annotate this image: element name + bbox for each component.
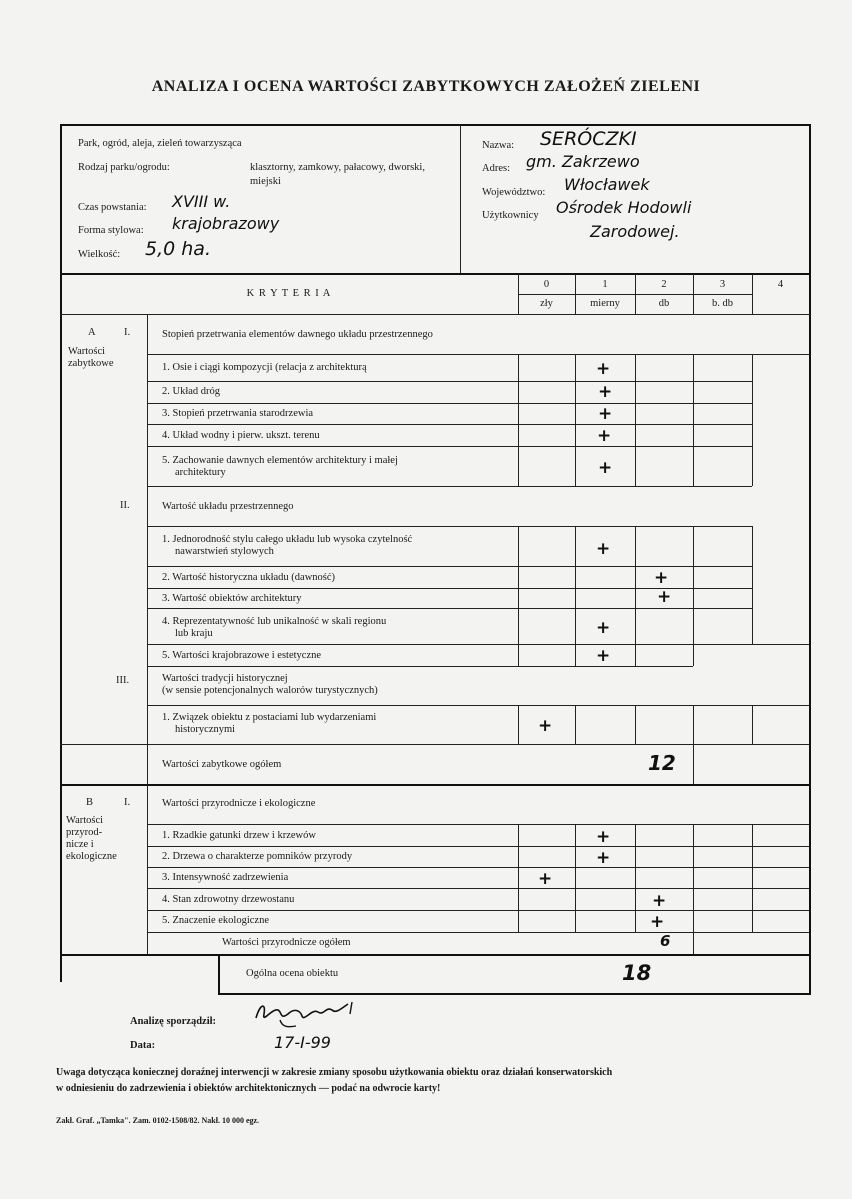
section-a-name-1: Wartości	[68, 346, 106, 357]
forma-value: krajobrazowy	[172, 214, 280, 233]
row-b5-mark: +	[650, 912, 665, 932]
czas-value: XVIII w.	[172, 192, 231, 211]
analiza-label: Analizę sporządził:	[130, 1016, 217, 1027]
grid-b-col1	[575, 824, 576, 932]
section-b-col-divider	[147, 785, 148, 955]
czas-label: Czas powstania:	[78, 202, 147, 213]
section-a-bottom	[60, 784, 811, 786]
score-2-label: db	[658, 298, 670, 309]
row-a2-4-label-2: lub kraju	[175, 628, 213, 639]
group-iii-roman: III.	[116, 675, 130, 686]
overall-value: 18	[622, 961, 652, 985]
score-0-num: 0	[543, 279, 550, 290]
adres-value: gm. Zakrzewo	[526, 152, 640, 171]
section-b-name-2: przyrod-	[66, 827, 103, 838]
group-ii-roman: II.	[120, 500, 130, 511]
grid-a2-col3	[693, 526, 694, 666]
row-a2-4-label: 4. Reprezentatywność lub unikalność w skali regionu	[162, 616, 387, 627]
note-line-1: Uwaga dotycząca koniecznej doraźnej interwencji w zakresie zmiany sposobu użytkowania obiektu oraz działań konserwatorskich	[56, 1067, 613, 1078]
section-b-bottom	[60, 954, 811, 956]
row-a1-2-label: 2. Układ dróg	[162, 386, 221, 397]
score-0-label: zły	[540, 298, 553, 309]
row-a1-3-bottom	[147, 424, 752, 425]
data-value: 17-I-99	[274, 1033, 331, 1052]
group-iii-title-2: (w sensie potencjonalnych walorów turystycznych)	[162, 685, 378, 696]
row-a1-4-bottom	[147, 446, 752, 447]
row-a1-2-bottom	[147, 403, 752, 404]
row-b2-label: 2. Drzewa o charakterze pomników przyrody	[162, 851, 353, 862]
data-label: Data:	[130, 1040, 156, 1051]
form-title: ANALIZA I OCENA WARTOŚCI ZABYTKOWYCH ZAŁOŻEŃ ZIELENI	[151, 78, 701, 95]
row-a1-5-label-2: architektury	[175, 467, 226, 478]
row-a1-5-mark: +	[598, 458, 613, 478]
row-a1-4-mark: +	[597, 426, 612, 446]
score-1-num: 1	[602, 279, 608, 290]
row-a1-1-label: 1. Osie i ciągi kompozycji (relacja z architekturą	[162, 362, 367, 373]
score-3-label: b. db	[712, 298, 733, 309]
row-b3-bottom	[147, 888, 809, 889]
group-b-title-bottom	[147, 824, 809, 825]
section-b-letter: B	[86, 797, 94, 808]
grid-a1-col3	[693, 354, 694, 486]
row-b3-label: 3. Intensywność zadrzewienia	[162, 872, 289, 883]
section-a-letter: A	[88, 327, 96, 338]
grid-b-col4	[752, 824, 753, 932]
forma-label: Forma stylowa:	[78, 225, 144, 236]
row-a3-1-bottom	[147, 744, 809, 745]
row-a2-5-mark: +	[596, 646, 611, 666]
outer-right-border	[809, 124, 811, 994]
group-ii-title-bottom	[147, 526, 752, 527]
row-a1-2-mark: +	[598, 382, 613, 402]
row-a1-4-label: 4. Układ wodny i pierw. ukszt. terenu	[162, 430, 320, 441]
grid-b-col2	[635, 824, 636, 932]
score-header-divider	[518, 294, 752, 295]
grid-a2-col0	[518, 526, 519, 666]
group-i-title-bottom	[147, 354, 809, 355]
score-2-num: 2	[661, 279, 667, 290]
nazwa-label: Nazwa:	[482, 140, 515, 151]
grid-a2-col4	[752, 526, 753, 644]
grid-a3-col4	[752, 705, 753, 745]
row-a3-1-label: 1. Związek obiektu z postaciami lub wydarzeniami	[162, 712, 377, 723]
group-i-title: Stopień przetrwania elementów dawnego układu przestrzennego	[162, 329, 433, 340]
grid-b-col0	[518, 824, 519, 932]
rodzaj-label: Rodzaj parku/ogrodu:	[78, 162, 170, 173]
row-a2-4-bottom	[147, 644, 809, 645]
woj-value: Włocławek	[564, 175, 650, 194]
header-top-border	[60, 124, 811, 126]
uzyt-label: Użytkownicy	[482, 210, 539, 221]
header-divider	[460, 125, 461, 273]
row-a1-1-bottom	[147, 381, 752, 382]
section-b-name-3: nicze i	[66, 839, 94, 850]
woj-label: Województwo:	[482, 187, 546, 198]
grid-a2-col1	[575, 526, 576, 666]
row-a2-3-label: 3. Wartość obiektów architektury	[162, 593, 302, 604]
wielkosc-label: Wielkość:	[78, 249, 121, 260]
group-b-title: Wartości przyrodnicze i ekologiczne	[162, 798, 316, 809]
row-b4-bottom	[147, 910, 809, 911]
section-b-name-4: ekologiczne	[66, 851, 117, 862]
row-a3-1-label-2: historycznymi	[175, 724, 236, 735]
signature-scribble	[252, 996, 362, 1032]
grid-a1-col2	[635, 354, 636, 486]
row-a2-1-mark: +	[596, 539, 611, 559]
group-iii-title-1: Wartości tradycji historycznej	[162, 673, 288, 684]
kryteria-title: K R Y T E R I A	[246, 288, 332, 299]
grid-a3-col0	[518, 705, 519, 745]
row-a1-3-mark: +	[598, 404, 613, 424]
row-a2-2-mark: +	[654, 568, 669, 588]
rodzaj-options-2: miejski	[250, 176, 281, 187]
rodzaj-options: klasztorny, zamkowy, pałacowy, dworski,	[250, 162, 425, 173]
row-a1-5-label: 5. Zachowanie dawnych elementów architektury i małej	[162, 455, 398, 466]
overall-left-border	[218, 954, 220, 994]
nazwa-value: SERÓCZKI	[540, 128, 637, 150]
row-b4-label: 4. Stan zdrowotny drzewostanu	[162, 894, 295, 905]
grid-a1-col1	[575, 354, 576, 486]
total-a-label: Wartości zabytkowe ogółem	[162, 759, 282, 770]
section-a-left-total-line	[60, 744, 148, 745]
total-b-label: Wartości przyrodnicze ogółem	[222, 937, 351, 948]
row-b1-mark: +	[596, 827, 611, 847]
row-a2-3-mark: +	[657, 587, 672, 607]
section-a-col-divider	[147, 314, 148, 784]
section-a-name-2: zabytkowe	[68, 358, 114, 369]
row-b3-mark: +	[538, 869, 553, 889]
row-a2-1-bottom	[147, 566, 752, 567]
row-a1-5-bottom	[147, 486, 752, 487]
grid-a3-col1	[575, 705, 576, 745]
total-a-col	[693, 744, 694, 784]
section-b-roman: I.	[124, 797, 131, 808]
row-b5-bottom	[147, 932, 809, 933]
grid-a1-col0	[518, 354, 519, 486]
header-bottom-border	[60, 273, 811, 275]
row-b5-label: 5. Znaczenie ekologiczne	[162, 915, 269, 926]
grid-a3-col3	[693, 705, 694, 745]
overall-bottom-border	[218, 993, 811, 995]
group-ii-title: Wartość układu przestrzennego	[162, 501, 294, 512]
row-a2-3-bottom	[147, 608, 752, 609]
criteria-header-bottom	[60, 314, 810, 315]
row-b2-mark: +	[596, 848, 611, 868]
row-a2-4-mark: +	[596, 618, 611, 638]
overall-label: Ogólna ocena obiektu	[246, 968, 339, 979]
grid-b-col3	[693, 824, 694, 954]
adres-label: Adres:	[482, 163, 510, 174]
row-a2-1-label-2: nawarstwień stylowych	[175, 546, 274, 557]
publisher-line: Zakł. Graf. „Tamka". Zam. 0102-1508/82. Nakł. 10 000 egz.	[56, 1116, 260, 1125]
note-line-2: w odniesieniu do zadrzewienia i obiektów architektonicznych — podać na odwrocie karty!	[56, 1083, 441, 1094]
section-b-name-1: Wartości	[66, 815, 104, 826]
uzyt-value-2: Zarodowej.	[590, 222, 680, 241]
uzyt-value-1: Ośrodek Hodowli	[556, 198, 692, 217]
row-a3-1-mark: +	[538, 716, 553, 736]
score-1-label: mierny	[590, 298, 620, 309]
row-a2-2-label: 2. Wartość historyczna układu (dawność)	[162, 572, 336, 583]
park-line: Park, ogród, aleja, zieleń towarzysząca	[78, 138, 242, 149]
score-3-num: 3	[719, 279, 726, 290]
total-a-value: 12	[648, 751, 676, 775]
score-4-num: 4	[777, 279, 784, 290]
row-a2-5-label: 5. Wartości krajobrazowe i estetyczne	[162, 650, 322, 661]
wielkosc-value: 5,0 ha.	[145, 238, 211, 260]
row-a2-5-bottom	[147, 666, 693, 667]
row-a1-3-label: 3. Stopień przetrwania starodrzewia	[162, 408, 314, 419]
grid-a3-col2	[635, 705, 636, 745]
grid-a2-col2	[635, 526, 636, 666]
total-b-value: 6	[660, 932, 671, 950]
row-b1-bottom	[147, 846, 809, 847]
section-a-roman: I.	[124, 327, 131, 338]
row-a1-1-mark: +	[596, 359, 611, 379]
row-b1-label: 1. Rzadkie gatunki drzew i krzewów	[162, 830, 316, 841]
row-b4-mark: +	[652, 891, 667, 911]
row-b2-bottom	[147, 867, 809, 868]
group-iii-title-bottom	[147, 705, 809, 706]
row-a2-1-label: 1. Jednorodność stylu całego układu lub wysoka czytelność	[162, 534, 413, 545]
grid-a1-col4	[752, 354, 753, 486]
outer-left-border	[60, 124, 62, 982]
